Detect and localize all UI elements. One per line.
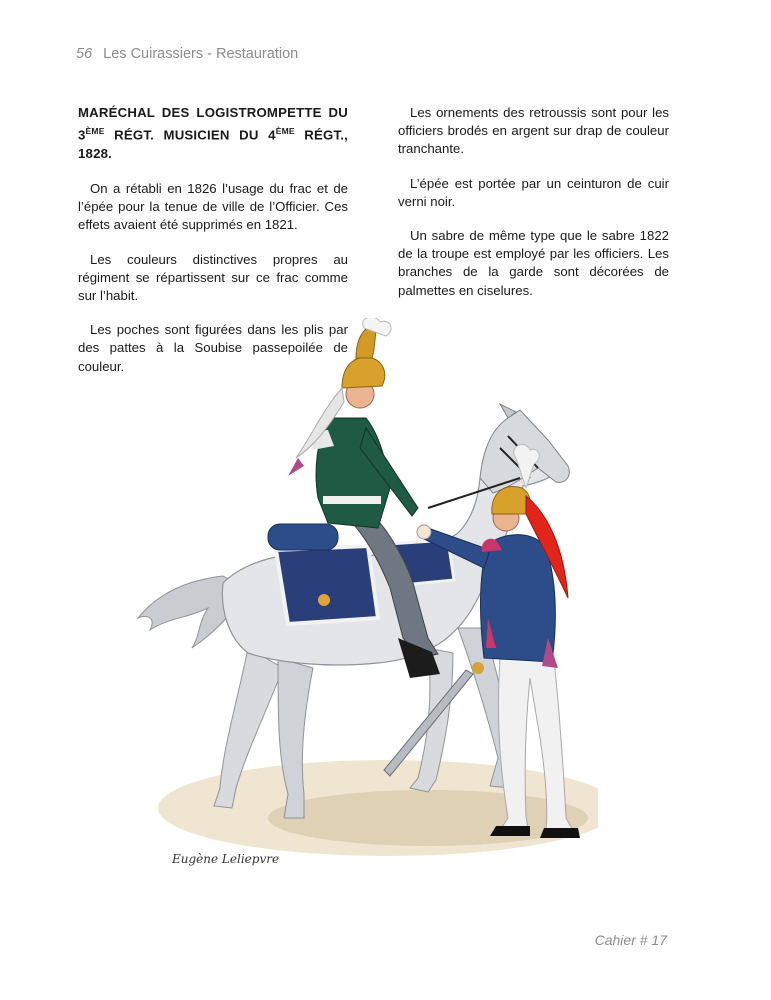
footer-issue: Cahier # 17 [594, 932, 667, 948]
running-title: Les Cuirassiers - Restauration [103, 46, 299, 62]
paragraph: Les poches sont figurées dans les plis par des pattes à la Soubise passepoilée de couleur. [78, 322, 348, 374]
paragraph: Les ornements des retroussis sont pour les officiers brodés en argent sur drap de couleur tranchante. [398, 105, 669, 157]
portmanteau [268, 524, 338, 550]
saddle-cloth [276, 546, 378, 624]
paragraph: On a rétabli en 1826 l’usage du frac et de l’épée pour la tenue de ville de l’Officier. Ces effets avaient été supprimés en 1821. [78, 181, 348, 233]
uniform-illustration [128, 318, 598, 878]
paragraph: Les couleurs distinctives propres au régiment se répartissent sur ce frac comme sur l’habit. [78, 251, 348, 304]
artist-signature: Eugène Leliepvre [172, 852, 280, 866]
paragraph: L’épée est portée par un ceinturon de cuir verni noir. [398, 175, 669, 209]
right-column [398, 104, 669, 316]
article-title: MARÉCHAL DES LOGISTROMPETTE DU 3ÈME RÉGT. MUSICIEN DU 4ÈME RÉGT., 1828. [78, 105, 348, 161]
rider-helmet [342, 357, 385, 388]
saddle-ornament [318, 594, 330, 606]
paragraph: Un sabre de même type que le sabre 1822 de la troupe est employé par les officiers. Les branches de la garde sont décorées de palmettes en ciselures. [398, 228, 669, 298]
running-header [76, 46, 298, 62]
page-number: 56 [76, 46, 93, 62]
